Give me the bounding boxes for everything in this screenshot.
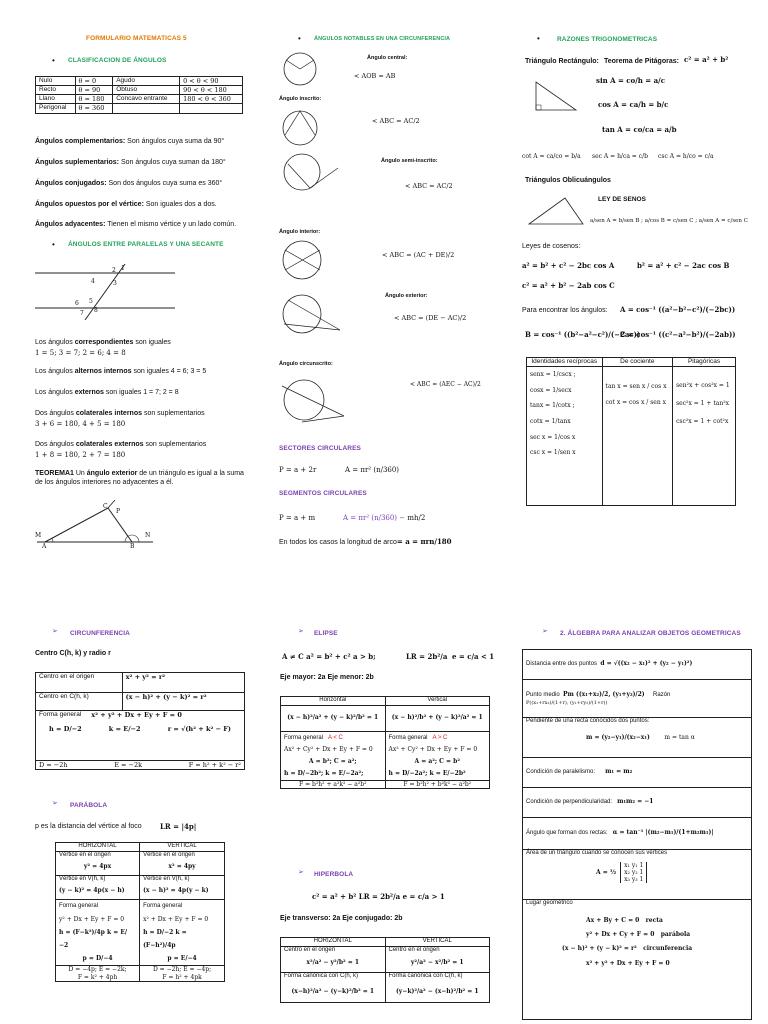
cell: Centro en C(h, k): [36, 693, 123, 711]
col-header: HORIZONTAL: [281, 938, 386, 947]
col-header: HORIZONTAL: [56, 843, 140, 852]
cell: p = D/−4: [82, 955, 113, 963]
cell: F = b²h² + b²k² − a²b²: [385, 780, 490, 789]
semi-label: Ángulo semi-inscrito:: [381, 158, 438, 164]
col-header: Horizontal: [281, 697, 386, 706]
identity: sec²x = 1 + tan²x: [676, 400, 729, 408]
cell: Centro en el origen: [388, 946, 440, 953]
det-row: x₁ y₁ 1: [624, 861, 644, 869]
bullet: ➢: [52, 800, 58, 807]
sector-perimeter: P = a + 2r: [279, 466, 317, 474]
d-value: D = −2h: [39, 761, 68, 769]
central-eq: < AOB = AB: [354, 72, 396, 80]
sin-eq: sin A = co/h = a/c: [596, 76, 665, 85]
text-alt-external: Los ángulos externos son iguales 1 = 7; 2 = 8: [35, 389, 179, 396]
angle-number: 3: [113, 280, 117, 287]
identity: cosx = 1/secx: [530, 386, 572, 394]
tan-eq: tan A = co/ca = a/b: [602, 125, 677, 134]
col-header: VERTICAL: [385, 938, 490, 947]
circunscrito-eq: < ABC = (AEC − AC)/2: [410, 381, 481, 388]
perpendicular-row: Condición de perpendicularidad: m₁m₂ = −1: [523, 788, 752, 818]
cell: (x − h)² + (y − k)² = r²: [122, 693, 244, 711]
cell: Forma canónica con C(h, k): [284, 972, 359, 979]
det-row: x₃ y₃ 1: [624, 875, 644, 883]
cell: y² + Dx + Ey + F = 0: [59, 915, 125, 923]
cell: D = −4p; E = −2k;: [68, 966, 127, 974]
cell: Forma general: [143, 902, 183, 909]
col-header: Vertical: [385, 697, 490, 706]
section-title-notables: ÁNGULOS NOTABLES EN UNA CIRCUNFERENCIA: [314, 36, 451, 42]
cell: p = E/−4: [167, 955, 197, 963]
cell: 180 < θ < 360: [180, 95, 243, 104]
angle-number: 8: [94, 307, 98, 314]
interior-eq: < ABC = (AC + DE)/2: [382, 251, 455, 259]
text-col-external: Dos ángulos colaterales externos son suplementarios: [35, 441, 207, 448]
cell: F = h² + 4pk: [162, 973, 202, 981]
identity: senx = 1/cscx ;: [530, 371, 576, 379]
vertex-label: M: [35, 532, 42, 539]
h-formula: h = D/−2: [49, 725, 82, 734]
cell: Nulo: [36, 77, 76, 86]
cell: Agudo: [113, 77, 180, 86]
parallel-row: Condición de paralelismo: m₁ = m₂: [523, 758, 752, 788]
angle-number: 5: [89, 298, 93, 305]
angle-a-eq: A = cos⁻¹ ((a²−b²−c²)/(−2bc)): [620, 305, 736, 314]
ley-senos-eq: a/sen A = b/sen B ; a/cos B = c/sen C ; a/sen A = c/sen C: [590, 218, 748, 224]
cell: D = −2h; E = −4p;: [152, 966, 212, 974]
cell: Forma canónica con C(h, k): [388, 972, 463, 979]
inscrito-label: Ángulo inscrito:: [279, 96, 322, 102]
area-row: Área de un triángulo cuando se conocen sus vértices A = ½ x₁ y₁ 1 x₂ y₂ 1 x₃ y₃ 1: [523, 850, 752, 900]
elipse-ejes: Eje mayor: 2a Eje menor: 2b: [280, 674, 374, 681]
cell: θ = 360: [75, 104, 113, 113]
vertex-label: B: [130, 543, 135, 550]
cell: h = D/−2b²; k = E/−2a²;: [284, 769, 364, 777]
text-corresponding: Los ángulos correspondientes son iguales: [35, 339, 171, 346]
parallel-lines-diagram: [30, 262, 180, 322]
locus-line: Ax + By + C = 0 recta: [586, 916, 663, 924]
section-title-algebra: 2. ÁLGEBRA PARA ANALIZAR OBJETOS GEOMETRICAS: [560, 630, 741, 637]
oblique-triangle-figure: [525, 192, 587, 230]
midpoint-row: Punto medio Pm ((x₁+x₂)/2, (y₁+y₂)/2) Razón P((x₁+rx₂)/(1+r), (y₁+ry₂)/(1+r)): [523, 680, 752, 718]
p-definition: p es la distancia del vértice al foco: [35, 823, 142, 830]
interior-label: Ángulo interior:: [279, 229, 321, 235]
vertex-label: C: [103, 503, 108, 510]
cos-law-2: b² = a² + c² − 2ac cos B: [637, 261, 730, 270]
angle-b-eq: B = cos⁻¹ ((b²−a²−c²)/(−2ac)): [525, 330, 641, 339]
section-title-hiperbola: HIPERBOLA: [314, 871, 354, 878]
pitagoras-eq: c² = a² + b²: [684, 55, 729, 64]
bullet: •: [298, 34, 301, 43]
cell: θ = 180: [75, 95, 113, 104]
cell: Ax² + Cy² + Dx + Ey + F = 0: [284, 745, 373, 753]
cell: Concavo entrante: [113, 95, 180, 104]
cell: Ax² + Cy² + Dx + Ey + F = 0: [388, 745, 478, 753]
bullet: ➢: [52, 628, 58, 635]
bullet: ➢: [298, 628, 304, 635]
cell: (x−h)²/a² − (y−k)²/b² = 1: [291, 988, 375, 995]
cell: Forma general: [59, 902, 99, 909]
cell: h = D/−2a²; k = E/−2b²: [388, 769, 466, 777]
identity: cot x = cos x / sen x: [605, 398, 667, 406]
cell: x² = 4py: [168, 863, 196, 870]
def-complementary: Ángulos complementarios: Son ángulos cuya suma da 90°: [35, 138, 225, 145]
locus-line: x² + y² + Dx + Ey + F = 0: [586, 959, 670, 967]
col-header: VERTICAL: [140, 843, 225, 852]
cell: Vértice en V(h, k): [143, 875, 190, 882]
angle-number: 4: [91, 278, 95, 285]
oblique-label: Triángulos Oblicuángulos: [525, 177, 611, 184]
cell: Forma general A > C: [388, 734, 448, 741]
cell: F = k² + 4ph: [77, 973, 118, 981]
algebra-table: [522, 649, 752, 1020]
cell: x² + y² + Dx + Ey + F = 0: [91, 711, 182, 719]
semi-eq: < ABC = AC/2: [405, 182, 453, 190]
teorema-text: TEOREMA1 Un ángulo exterior de un triángulo es igual a la suma de los ángulos interiores no adyacentes a él.: [35, 470, 244, 486]
elipse-lr: LR = 2b²/a: [406, 652, 448, 661]
vertex-label: P: [116, 508, 121, 515]
cell: θ = 0: [75, 77, 113, 86]
central-label: Ángulo central:: [367, 55, 408, 61]
slope-row: Pendiente de una recta conocidos dos puntos: m = (y₂−y₁)/(x₂−x₁) m = tan α: [523, 718, 752, 758]
pitagoras-label: Teorema de Pitágoras:: [604, 58, 679, 65]
encontrar-label: Para encontrar los ángulos:: [522, 307, 608, 314]
section-title-parallel: ÁNGULOS ENTRE PARALELAS Y UNA SECANTE: [68, 241, 224, 248]
section-title-circunferencia: CIRCUNFERENCIA: [70, 630, 130, 637]
identity: sen²x + cos²x = 1: [676, 382, 730, 390]
identity: tan x = sen x / cos x: [605, 383, 667, 391]
dist-row: Distancia entre dos puntos d = √((x₂ − x₁)² + (y₂ − y₁)²): [523, 650, 752, 680]
exterior-angle-triangle: [35, 498, 155, 548]
cell: A = a²; C = b²: [414, 757, 460, 765]
cell: x²/a² − y²/b² = 1: [306, 959, 360, 966]
cell: x² + Dx + Ey + F = 0: [143, 915, 209, 923]
col-header: Identidades recíprocas: [527, 358, 603, 367]
def-opposite: Ángulos opuestos por el vértice: Son iguales dos a dos.: [35, 201, 217, 208]
def-conjugate: Ángulos conjugados: Son dos ángulos cuya suma es 360°: [35, 180, 223, 187]
cot-eq: cot A = ca/co = b/a: [522, 153, 581, 160]
sector-area: A = πr² (n/360): [345, 466, 400, 474]
inscribed-angle-figure: [280, 108, 324, 148]
def-supplementary: Ángulos suplementarios: Son ángulos cuya suman da 180°: [35, 159, 226, 166]
cell: Centro en el origen: [36, 673, 123, 693]
inscrito-eq: < ABC = AC/2: [372, 117, 420, 125]
semi-inscribed-figure: [280, 150, 340, 198]
text-alt-internal: Los ángulos alternos internos son iguales 4 = 6; 3 = 5: [35, 368, 207, 375]
arc-length-text: En todos los casos la longitud de arco= a = πrn/180: [279, 537, 452, 546]
angle-number: 1: [121, 265, 125, 272]
text-col-internal: Dos ángulos colaterales internos son suplementarios: [35, 410, 205, 417]
right-triangle-figure: [528, 74, 580, 116]
r-formula: r = √(h² + k² − F): [167, 725, 231, 734]
eq-col-internal: 3 + 6 = 180, 4 + 5 = 180: [35, 420, 126, 428]
angle-c-eq: C = cos⁻¹ ((c²−a²−b²)/(−2ab)): [620, 330, 736, 339]
lr-parabola: LR = |4p|: [160, 822, 197, 831]
cell: Obtuso: [113, 86, 180, 95]
segment-perimeter: P = a + m: [279, 514, 316, 522]
hiperbola-cond: c² = a² + b² LR = 2b²/a e = c/a > 1: [312, 892, 445, 901]
cell: y²/a² − x²/b² = 1: [410, 959, 464, 966]
cell: (x − h)² = 4p(y − k): [143, 887, 209, 894]
parabola-table: [55, 842, 225, 982]
locus-line: (x − h)² + (y − k)² = r² circunferencia: [562, 945, 693, 953]
interior-angle-figure: [280, 238, 330, 282]
cell: [113, 104, 180, 113]
section-title-elipse: ELIPSE: [314, 630, 338, 637]
locus-row: Lugar geométrico Ax + By + C = 0 recta y² + Dx + Cy + F = 0 parábola (x − h)² + (y − k)² = r² circunferencia x² + y² + Dx + Ey + F = 0: [523, 900, 752, 1020]
e-value: E = −2k: [114, 761, 143, 769]
cell: θ = 90: [75, 86, 113, 95]
col-header: Pitagóricas: [673, 358, 736, 367]
elipse-cond: A ≠ C a² = b² + c² a > b;: [282, 652, 376, 661]
circunscrito-label: Ángulo circunscrito:: [279, 361, 333, 367]
bullet: ➢: [298, 869, 304, 876]
section-title-sectores: SECTORES CIRCULARES: [279, 445, 361, 452]
cell: (y−k)²/a² − (x−h)²/b² = 1: [395, 988, 479, 995]
elipse-ecc: e = c/a < 1: [452, 652, 495, 661]
angle-row: Ángulo que forman dos rectas: α = tan⁻¹ |(m₂−m₁)/(1+m₂m₁)|: [523, 818, 752, 850]
angle-number: 7: [80, 310, 84, 317]
bullet: •: [537, 34, 540, 43]
section-title-razones: RAZONES TRIGONOMETRICAS: [557, 36, 658, 43]
cos-eq: cos A = ca/h = b/c: [598, 100, 669, 109]
angle-number: 2: [112, 267, 116, 274]
exterior-label: Ángulo exterior:: [385, 293, 428, 299]
cell: (y − k)² = 4p(x − h): [59, 887, 125, 894]
col-header: De cociente: [602, 358, 673, 367]
sec-eq: sec A = h/ca = c/b: [592, 153, 648, 160]
bullet: •: [52, 240, 55, 249]
cell: (x − h)²/a² + (y − k)²/b² = 1: [281, 705, 386, 731]
cell: (x − h)²/b² + (y − k)²/a² = 1: [385, 705, 490, 731]
circunferencia-table: [35, 672, 245, 770]
section-title-angles: CLASIFICACION DE ÁNGULOS: [68, 57, 167, 64]
cell: y² = 4px: [83, 863, 112, 870]
cell: Vértice en el origen: [59, 851, 111, 858]
exterior-angle-figure: [280, 290, 342, 340]
cell: Llano: [36, 95, 76, 104]
cell: F = b²h² + a²k² − a²b²: [281, 780, 386, 789]
right-triangle-label: Triángulo Rectángulo:: [525, 58, 599, 65]
vertex-label: N: [145, 532, 151, 539]
cos-law-1: a² = b² + c² − 2bc cos A: [522, 261, 615, 270]
cos-law-3: c² = a² + b² − 2ab cos C: [522, 281, 615, 290]
det-row: x₂ y₂ 1: [624, 868, 644, 876]
bullet: ➢: [542, 628, 548, 635]
identities-table: [526, 357, 736, 506]
page-title: FORMULARIO MATEMATICAS 5: [86, 35, 187, 42]
cell: A = b²; C = a²;: [308, 757, 357, 765]
f-value: F = h² + k² − r²: [188, 761, 241, 769]
csc-eq: csc A = h/co = c/a: [658, 153, 714, 160]
locus-line: y² + Dx + Cy + F = 0 parábola: [586, 930, 691, 938]
k-formula: k = E/−2: [108, 725, 141, 734]
identity: csc x = 1/sen x: [530, 449, 576, 457]
identity: sec x = 1/cos x: [530, 433, 576, 441]
ley-senos-label: LEY DE SENOS: [598, 196, 646, 203]
cell: x² + y² = r²: [122, 673, 244, 693]
cell: 90 < θ < 180: [180, 86, 243, 95]
identity: tanx = 1/cotx ;: [530, 402, 575, 410]
centro-radio: Centro C(h, k) y radio r: [35, 650, 111, 657]
def-adjacent: Ángulos adyacentes: Tienen el mismo vértice y un lado común.: [35, 221, 237, 228]
segment-area: A = πr² (n/360) − mh/2: [343, 514, 426, 522]
section-title-parabola: PARÁBOLA: [70, 802, 108, 809]
cell: Vértice en el origen: [143, 851, 195, 858]
cell: Perigonal: [36, 104, 76, 113]
exterior-eq: < ABC = (DE − AC)/2: [394, 314, 467, 322]
cell: [180, 104, 243, 113]
hiperbola-ejes: Eje transverso: 2a Eje conjugado: 2b: [280, 915, 403, 922]
central-angle-figure: [280, 50, 324, 88]
cell: Forma general: [39, 711, 82, 718]
eq-corresponding: 1 = 5; 3 = 7; 2 = 6; 4 = 8: [35, 349, 126, 357]
vertex-label: A: [42, 543, 47, 550]
bullet: •: [52, 56, 55, 65]
cell: Vértice en V(h, k): [59, 875, 106, 882]
identity: cotx = 1/tanx: [530, 417, 571, 425]
angle-classification-table: [35, 76, 243, 114]
hiperbola-table: [280, 937, 490, 1003]
identity: csc²x = 1 + cot²x: [676, 418, 729, 426]
cell: h = (F−k²)/4p k = E/−2: [59, 928, 128, 950]
cell: Recto: [36, 86, 76, 95]
elipse-table: [280, 696, 490, 789]
cell: h = D/−2 k = (F−h²)/4p: [143, 928, 187, 950]
eq-col-external: 1 + 8 = 180, 2 + 7 = 180: [35, 451, 126, 459]
cell: Forma general A < C: [284, 734, 343, 741]
section-title-segmentos: SEGMENTOS CIRCULARES: [279, 490, 367, 497]
angle-number: 6: [75, 300, 79, 307]
leyes-cosenos-label: Leyes de cosenos:: [522, 243, 581, 250]
cell: Centro en el origen: [284, 946, 336, 953]
cell: 0 < θ < 90: [180, 77, 243, 86]
circumscribed-angle-figure: [280, 372, 346, 426]
